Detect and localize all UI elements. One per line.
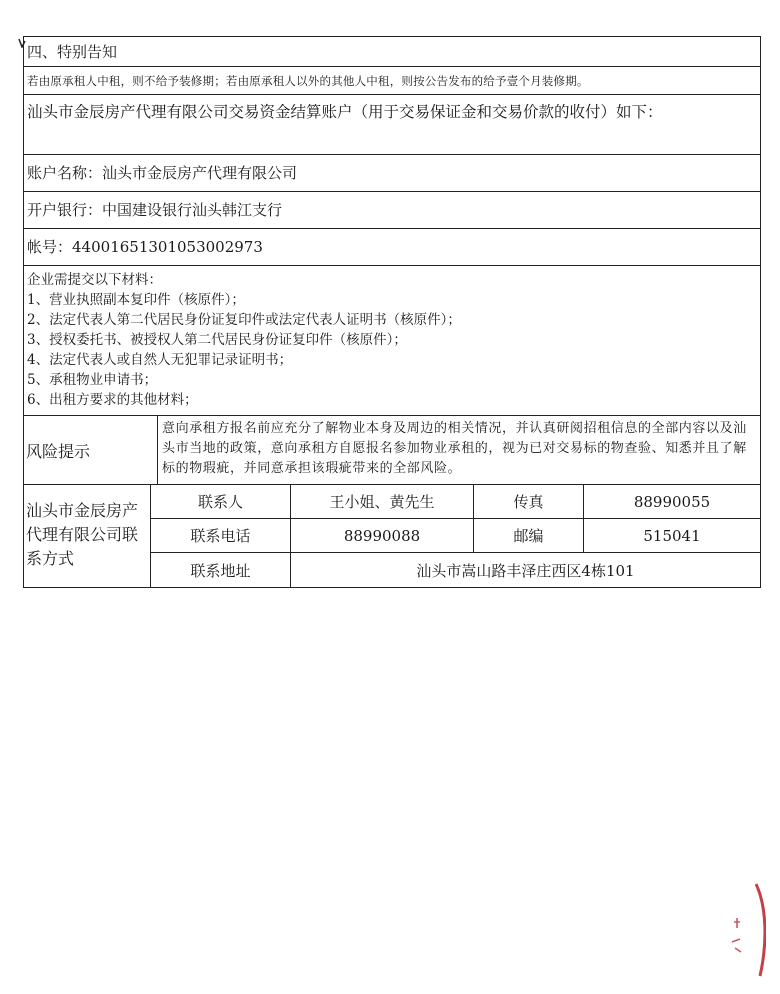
- contact-person-label: 联系人: [151, 485, 291, 519]
- account-number-value: 44001651301053002973: [72, 238, 263, 256]
- section-title: 四、特别告知: [24, 37, 760, 67]
- materials-item: 4、法定代表人或自然人无犯罪记录证明书；: [27, 352, 293, 368]
- contact-row: [24, 485, 760, 587]
- contact-person-value: 王小姐、黄先生: [291, 485, 474, 519]
- phone-value: 88990088: [291, 519, 474, 553]
- contact-grid: [151, 485, 760, 587]
- document-sheet: [23, 36, 761, 588]
- notice-table: [23, 36, 761, 588]
- risk-row: [24, 416, 760, 485]
- fax-value: 88990055: [584, 485, 760, 519]
- materials-item: 2、法定代表人第二代居民身份证复印件或法定代表人证明书（核原件）；: [27, 312, 461, 328]
- fax-label: 传真: [474, 485, 584, 519]
- account-number-label: 帐号：: [27, 238, 73, 256]
- address-label: 联系地址: [151, 553, 291, 587]
- postcode-label: 邮编: [474, 519, 584, 553]
- bank-value: 中国建设银行汕头韩江支行: [102, 201, 283, 219]
- account-intro: 汕头市金辰房产代理有限公司交易资金结算账户（用于交易保证金和交易价款的收付）如下：: [24, 95, 760, 155]
- account-name-value: 汕头市金辰房产代理有限公司: [102, 164, 298, 182]
- account-name-label: 账户名称：: [27, 164, 103, 182]
- renovation-notice: 若由原承租人中租，则不给予装修期；若由原承租人以外的其他人中租，则按公告发布的给予壹个月装修期。: [24, 67, 760, 95]
- address-value: 汕头市嵩山路丰泽庄西区4栋101: [416, 561, 635, 580]
- risk-label: 风险提示: [24, 416, 158, 484]
- bank-label: 开户银行：: [27, 201, 103, 219]
- postcode-value: 515041: [584, 519, 760, 553]
- contact-label: 汕头市金辰房产代理有限公司联系方式: [24, 485, 151, 587]
- materials-item: 6、出租方要求的其他材料；: [27, 392, 198, 408]
- risk-text: 意向承租方报名前应充分了解物业本身及周边的相关情况，并认真研阅招租信息的全部内容以及汕头市当地的政策，意向承租方自愿报名参加物业承租的，视为已对交易标的物查验、知悉并且了解标的物瑕疵，并同意承担该瑕疵带来的全部风险。: [162, 421, 747, 476]
- bank-row: [24, 192, 760, 229]
- materials-section: [24, 266, 760, 416]
- phone-label: 联系电话: [151, 519, 291, 553]
- materials-item: 1、营业执照副本复印件（核原件）；: [27, 292, 245, 308]
- materials-item: 5、承租物业申请书；: [27, 372, 158, 388]
- materials-heading: 企业需提交以下材料：: [27, 272, 162, 288]
- red-seal-stamp: [726, 880, 766, 980]
- account-name-row: [24, 155, 760, 192]
- account-number-row: [24, 229, 760, 266]
- materials-item: 3、授权委托书、被授权人第二代居民身份证复印件（核原件）；: [27, 332, 407, 348]
